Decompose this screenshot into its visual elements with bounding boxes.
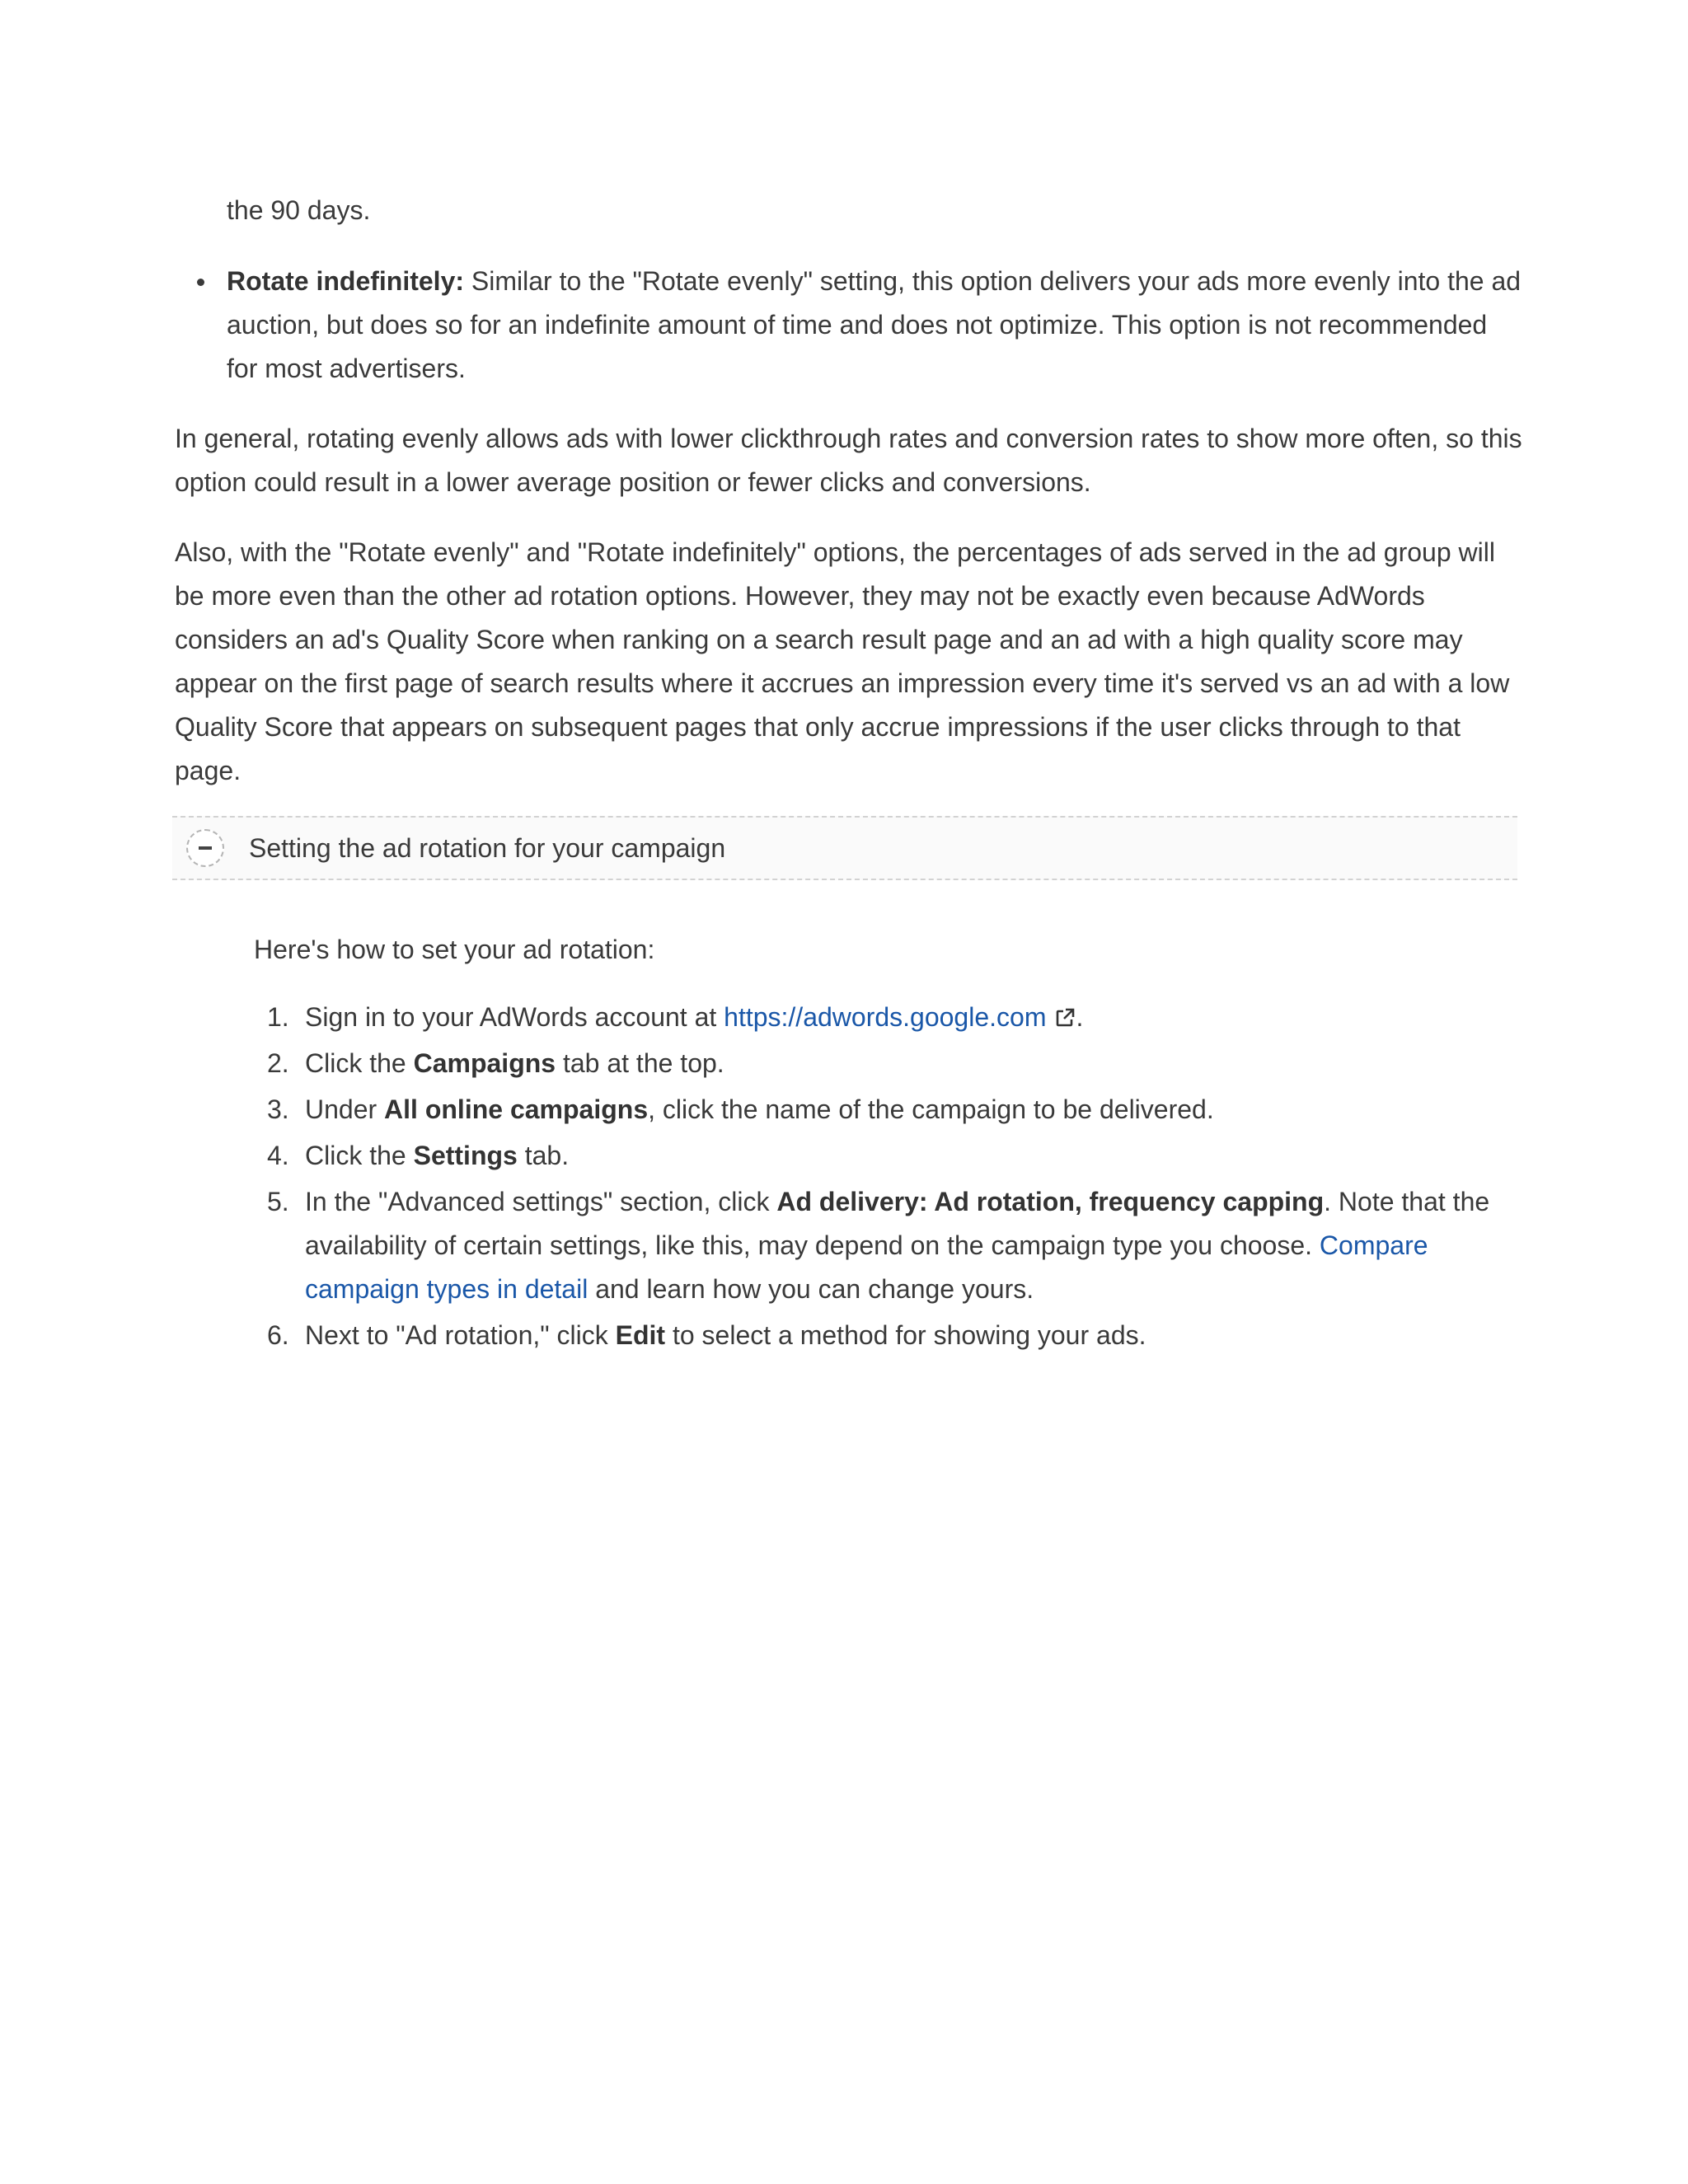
bullet-term: Rotate indefinitely: bbox=[227, 266, 465, 296]
step-number: 5. bbox=[267, 1187, 289, 1216]
rotation-options-list bbox=[175, 260, 1523, 391]
step-text: tab at the top. bbox=[556, 1048, 724, 1078]
collapse-minus-icon[interactable] bbox=[186, 829, 224, 867]
step-text: . Note that the availability of certain settings, like this, may depend on the campaign type you choose. bbox=[305, 1187, 1490, 1260]
step-3 bbox=[267, 1088, 1523, 1132]
step-number: 1. bbox=[267, 1002, 289, 1032]
bullet-icon bbox=[197, 279, 204, 286]
step-text: and learn how you can change yours. bbox=[588, 1274, 1034, 1304]
step-bold: All online campaigns bbox=[384, 1094, 649, 1124]
adwords-link[interactable]: https://adwords.google.com bbox=[724, 1002, 1047, 1032]
step-text: , click the name of the campaign to be delivered. bbox=[648, 1094, 1214, 1124]
step-text: Click the bbox=[305, 1048, 414, 1078]
step-number: 2. bbox=[267, 1048, 289, 1078]
steps-list bbox=[254, 996, 1523, 1357]
step-1 bbox=[267, 996, 1523, 1039]
section-body bbox=[175, 928, 1523, 1357]
paragraph-even-percentages: Also, with the "Rotate evenly" and "Rotate indefinitely" options, the percentages of ads served in the ad group will be more even than the other ad rotation options. However, they may not be exactly even because AdWords considers an ad's Quality Score when ranking on a search result page and an ad with a high quality score may appear on the first page of search results where it accrues an impression every time it's served vs an ad with a low Quality Score that appears on subsequent pages that only accrue impressions if the user clicks through to that page. bbox=[175, 537, 1510, 785]
section-title: Setting the ad rotation for your campaign bbox=[249, 832, 726, 863]
step-text: Next to "Ad rotation," click bbox=[305, 1320, 616, 1350]
step-bold: Edit bbox=[615, 1320, 666, 1350]
step-number: 4. bbox=[267, 1141, 289, 1170]
paragraph-general: In general, rotating evenly allows ads with lower clickthrough rates and conversion rates to show more often, so this option could result in a lower average position or fewer clicks and conversions. bbox=[175, 424, 1522, 497]
step-text: Click the bbox=[305, 1141, 414, 1170]
step-text: tab. bbox=[517, 1141, 570, 1170]
step-2 bbox=[267, 1042, 1523, 1085]
document-content bbox=[175, 189, 1523, 1360]
step-text: In the "Advanced settings" section, click bbox=[305, 1187, 777, 1216]
section-intro: Here's how to set your ad rotation: bbox=[254, 935, 655, 964]
external-link-icon[interactable] bbox=[1054, 1007, 1076, 1029]
section-toggle-header[interactable] bbox=[172, 816, 1517, 880]
bullet-text: Similar to the "Rotate evenly" setting, this option delivers your ads more evenly into the ad auction, but does so for an indefinite amount of time and does not optimize. This option is not recommended for most advertisers. bbox=[227, 266, 1522, 383]
list-item bbox=[227, 260, 1523, 391]
compare-campaign-types-link[interactable]: Compare campaign types in detail bbox=[305, 1230, 1428, 1304]
step-text: Sign in to your AdWords account at bbox=[305, 1002, 724, 1032]
step-4 bbox=[267, 1134, 1523, 1178]
step-text: . bbox=[1076, 1002, 1084, 1032]
step-number: 6. bbox=[267, 1320, 289, 1350]
step-bold: Ad delivery: Ad rotation, frequency capping bbox=[776, 1187, 1325, 1216]
step-text: to select a method for showing your ads. bbox=[665, 1320, 1146, 1350]
intro-continuation: the 90 days. bbox=[227, 195, 371, 225]
step-bold: Settings bbox=[413, 1141, 518, 1170]
step-number: 3. bbox=[267, 1094, 289, 1124]
step-bold: Campaigns bbox=[413, 1048, 556, 1078]
step-text: Under bbox=[305, 1094, 385, 1124]
step-5 bbox=[267, 1180, 1523, 1311]
step-6 bbox=[267, 1314, 1523, 1357]
